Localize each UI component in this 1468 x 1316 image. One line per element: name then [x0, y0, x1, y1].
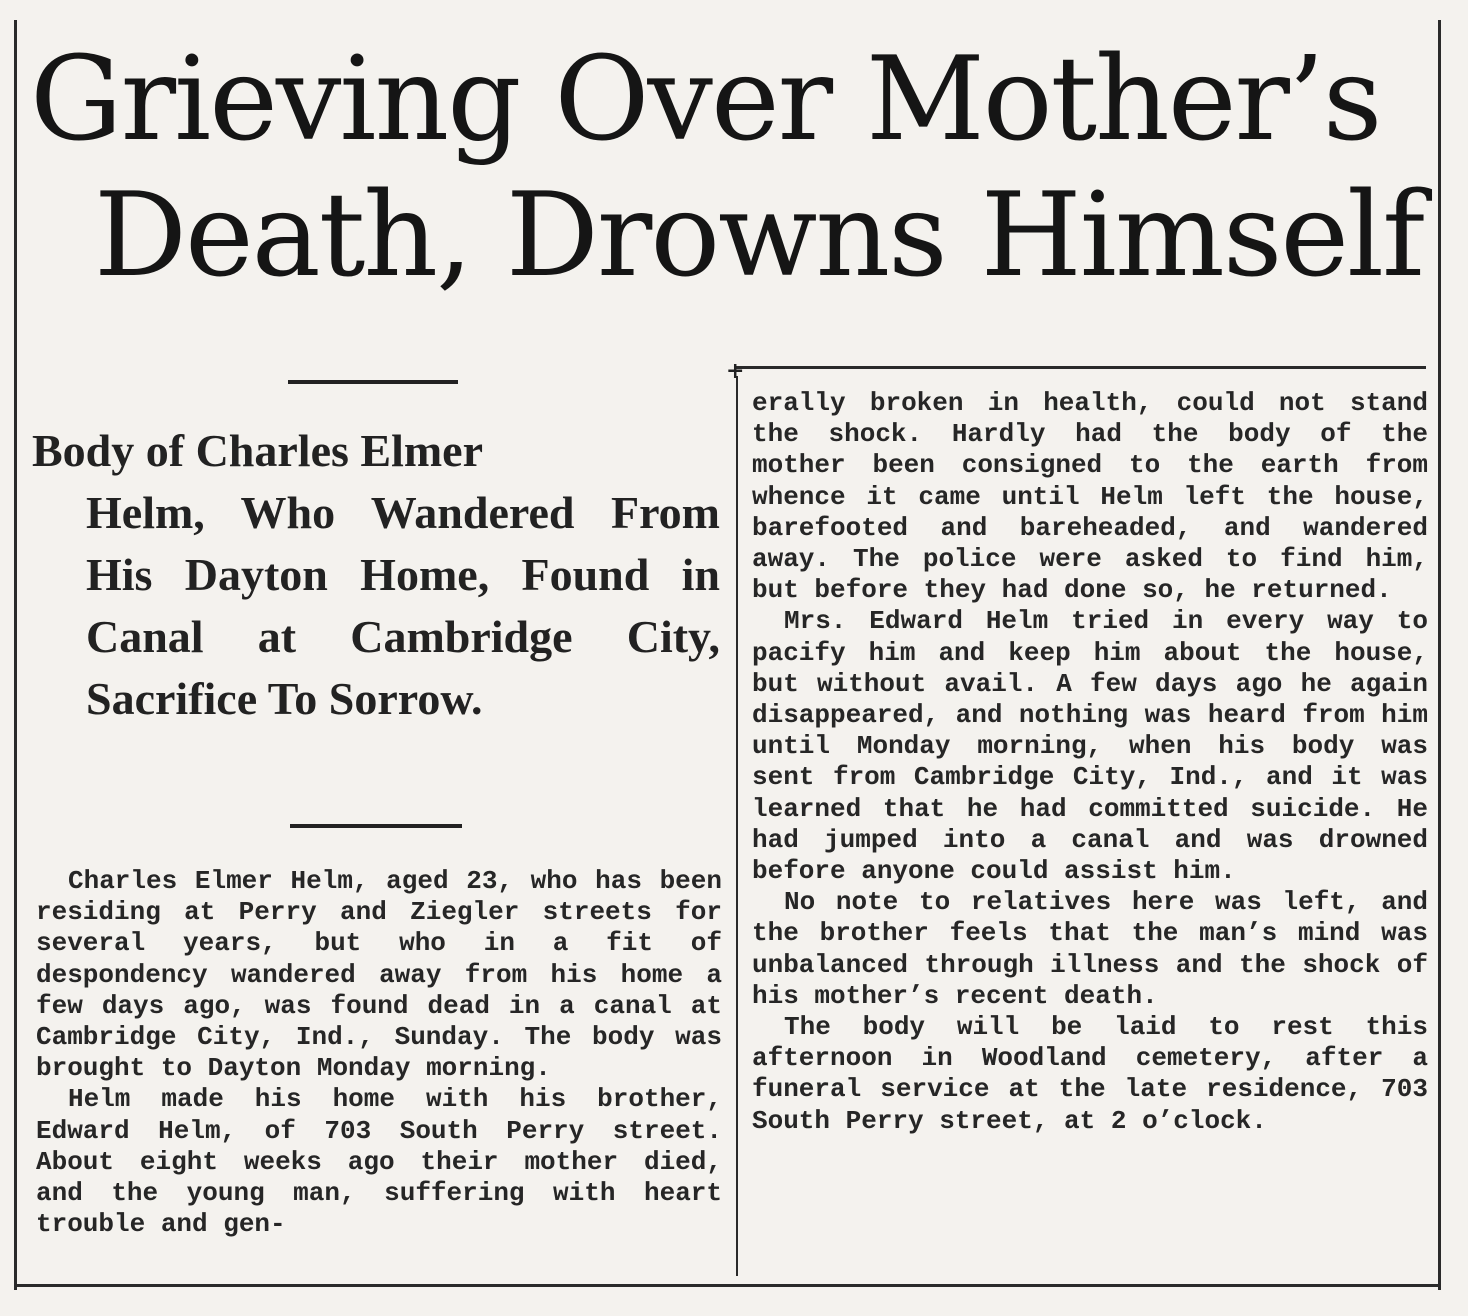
- column-divider-rule: [736, 376, 738, 1276]
- article-left-column: [36, 866, 722, 1240]
- deck-first-line: Body of Charles Elmer: [32, 425, 484, 476]
- column-top-rule: [736, 366, 1426, 369]
- headline-line-1: Grieving Over Mother’s: [30, 32, 1381, 167]
- deck-bottom-rule: [290, 824, 462, 828]
- article-paragraph: Charles Elmer Helm, aged 23, who has been residing at Perry and Ziegler streets for several years, but who in a fit of despondency wandered away from his home a few days ago, was found dead in a canal at Cambridge City, Ind., Sunday. The body was brought to Dayton Monday morning.: [36, 866, 722, 1084]
- article-paragraph: The body will be laid to rest this afternoon in Woodland cemetery, after a funeral service at the late residence, 703 South Perry street, at 2 o’clock.: [752, 1012, 1428, 1136]
- headline-line-2: Death, Drowns Himself: [94, 168, 1424, 303]
- deck-top-rule: [288, 380, 458, 384]
- left-border-rule: [14, 20, 17, 1290]
- article-paragraph: No note to relatives here was left, and the brother feels that the man’s mind was unbalanced through illness and the shock of his mother’s recent death.: [752, 887, 1428, 1011]
- subheadline-deck: [32, 420, 720, 730]
- bottom-border-rule: [14, 1284, 1440, 1287]
- headline: [30, 32, 1430, 304]
- article-paragraph: Mrs. Edward Helm tried in every way to pacify him and keep him about the house, but without avail. A few days ago he again disappeared, and nothing was heard from him until Monday morning, when his body was sent from Cambridge City, Ind., and it was learned that he had committed suicide. He had jumped into a canal and was drowned before anyone could assist him.: [752, 606, 1428, 887]
- right-border-rule: [1438, 20, 1441, 1290]
- article-paragraph: erally broken in health, could not stand the shock. Hardly had the body of the mother been consigned to the earth from whence it came until Helm left the house, barefooted and bareheaded, and wandered away. The police were asked to find him, but before they had done so, he returned.: [752, 388, 1428, 606]
- rule-ornament-icon: +: [726, 358, 745, 384]
- article-paragraph: Helm made his home with his brother, Edward Helm, of 703 South Perry street. About eight weeks ago their mother died, and the young man, suffering with heart trouble and gen-: [36, 1084, 722, 1240]
- deck-rest: Helm, Who Wandered From His Dayton Home, Found in Canal at Cambridge City, Sacrifice To Sorrow.: [86, 487, 720, 724]
- article-right-column: [752, 388, 1428, 1137]
